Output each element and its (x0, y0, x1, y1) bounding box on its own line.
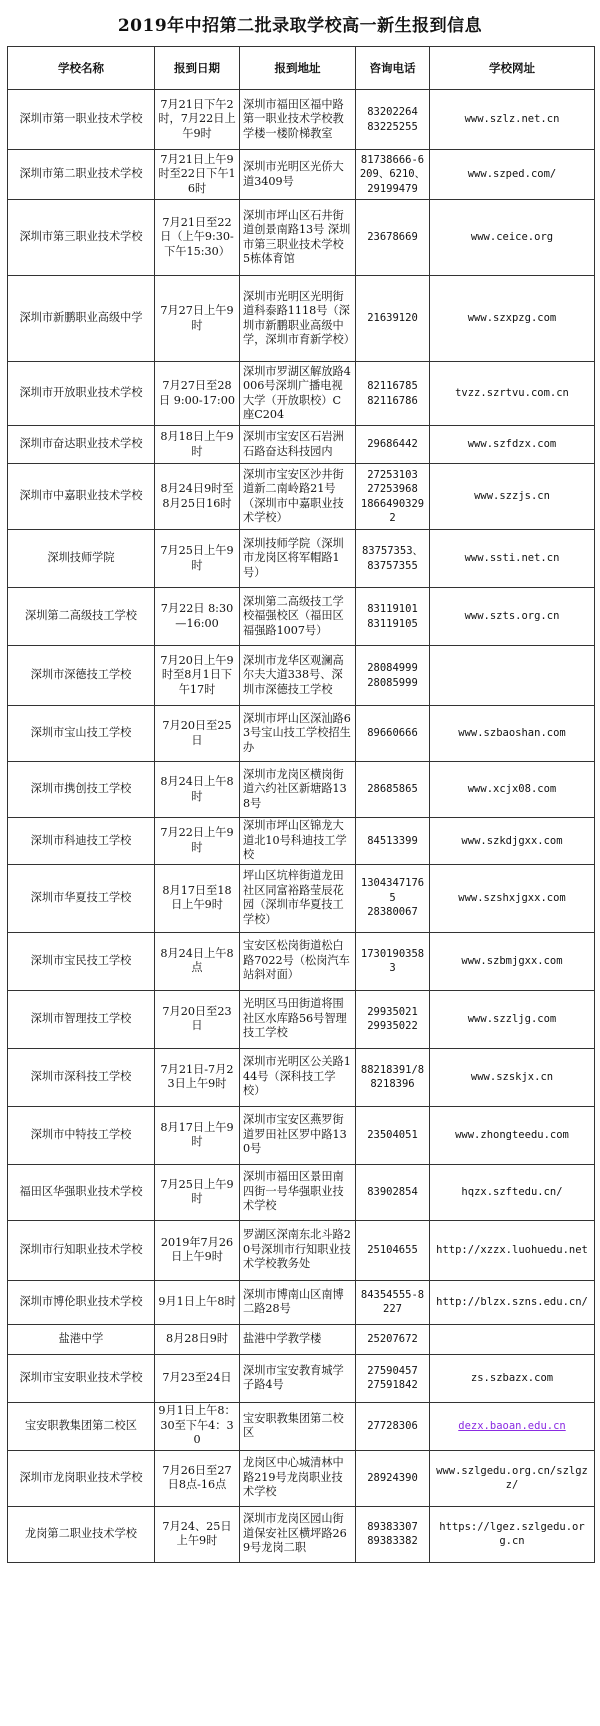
address-cell: 深圳市龙岗区园山街道保安社区横坪路269号龙岗二职 (240, 1506, 356, 1562)
website-cell (430, 646, 595, 706)
address-cell: 深圳市坪山区锦龙大道北10号科迪技工学校 (240, 818, 356, 865)
phone-cell: 83757353、83757355 (356, 530, 430, 588)
school-name-cell: 深圳市开放职业技术学校 (8, 362, 155, 426)
school-name-cell: 深圳第二高级技工学校 (8, 588, 155, 646)
phone-cell: 17301903583 (356, 932, 430, 990)
phone-cell: 13043471765 28380067 (356, 864, 430, 932)
date-cell: 7月22日 8:30—16:00 (155, 588, 240, 646)
table-row (8, 362, 595, 426)
header-address: 报到地址 (240, 47, 356, 90)
website-link[interactable]: dezx.baoan.edu.cn (458, 1419, 566, 1432)
address-cell: 罗湖区深南东北斗路20号深圳市行知职业技术学校教务处 (240, 1220, 356, 1280)
school-name-cell: 深圳市行知职业技术学校 (8, 1220, 155, 1280)
phone-cell: 27590457 27591842 (356, 1354, 430, 1402)
date-cell: 7月25日上午9时 (155, 1164, 240, 1220)
school-name-cell: 深圳市第二职业技术学校 (8, 150, 155, 200)
address-cell: 坪山区坑梓街道龙田社区同富裕路莹辰花园（深圳市华夏技工学校） (240, 864, 356, 932)
table-row (8, 1450, 595, 1506)
table-row (8, 1106, 595, 1164)
table-row (8, 1506, 595, 1562)
phone-cell: 83902854 (356, 1164, 430, 1220)
school-name-cell: 深圳市奋达职业技术学校 (8, 426, 155, 464)
website-cell[interactable]: www.szkdjgxx.com (430, 818, 595, 865)
phone-cell: 28924390 (356, 1450, 430, 1506)
phone-cell: 83202264 83225255 (356, 90, 430, 150)
address-cell: 盐港中学教学楼 (240, 1324, 356, 1354)
website-cell[interactable]: www.ssti.net.cn (430, 530, 595, 588)
address-cell: 深圳市福田区福中路第一职业技术学校教学楼一楼阶梯教室 (240, 90, 356, 150)
address-cell: 宝安职教集团第二校区 (240, 1402, 356, 1450)
phone-cell: 29935021 29935022 (356, 990, 430, 1048)
website-cell[interactable]: www.szlz.net.cn (430, 90, 595, 150)
address-cell: 深圳市坪山区石井街道创景南路13号 深圳市第三职业技术学校 5栋体育馆 (240, 200, 356, 276)
school-name-cell: 深圳市科迪技工学校 (8, 818, 155, 865)
school-name-cell: 宝安职教集团第二校区 (8, 1402, 155, 1450)
website-cell[interactable]: www.szxpzg.com (430, 276, 595, 362)
date-cell: 8月18日上午9时 (155, 426, 240, 464)
school-name-cell: 深圳市新鹏职业高级中学 (8, 276, 155, 362)
header-row (8, 47, 595, 90)
address-cell: 深圳市福田区景田南四街一号华强职业技术学校 (240, 1164, 356, 1220)
address-cell: 深圳市宝安区沙井街道新二南岭路21号（深圳市中嘉职业技术学校） (240, 464, 356, 530)
table-row (8, 932, 595, 990)
school-name-cell: 深圳市第一职业技术学校 (8, 90, 155, 150)
address-cell: 深圳市坪山区深汕路63号宝山技工学校招生办 (240, 706, 356, 762)
date-cell: 7月22日上午9时 (155, 818, 240, 865)
phone-cell: 84513399 (356, 818, 430, 865)
date-cell: 7月25日上午9时 (155, 530, 240, 588)
header-website: 学校网址 (430, 47, 595, 90)
website-cell[interactable]: www.szshxjgxx.com (430, 864, 595, 932)
table-row (8, 1220, 595, 1280)
date-cell: 7月20日至25日 (155, 706, 240, 762)
address-cell: 深圳市罗湖区解放路4006号深圳广播电视大学（开放职校）C座C204 (240, 362, 356, 426)
school-name-cell: 深圳市智理技工学校 (8, 990, 155, 1048)
date-cell: 9月1日上午8：30至下午4：30 (155, 1402, 240, 1450)
date-cell: 7月21日至22日（上午9:30-下午15:30） (155, 200, 240, 276)
date-cell: 7月24、25日上午9时 (155, 1506, 240, 1562)
table-row (8, 1324, 595, 1354)
table-row (8, 646, 595, 706)
date-cell: 8月17日至18日上午9时 (155, 864, 240, 932)
date-cell: 7月21日下午2时，7月22日上午9时 (155, 90, 240, 150)
website-cell[interactable]: http://blzx.szns.edu.cn/ (430, 1280, 595, 1324)
table-row (8, 1280, 595, 1324)
table-row (8, 588, 595, 646)
table-row (8, 1048, 595, 1106)
table-row (8, 1164, 595, 1220)
website-cell[interactable]: www.szskjx.cn (430, 1048, 595, 1106)
address-cell: 深圳市龙华区观澜高尔夫大道338号、深圳市深德技工学校 (240, 646, 356, 706)
page-title: 2019年中招第二批录取学校高一新生报到信息 (117, 16, 483, 36)
phone-cell: 84354555-8227 (356, 1280, 430, 1324)
header-school-name: 学校名称 (8, 47, 155, 90)
header-phone: 咨询电话 (356, 47, 430, 90)
website-cell[interactable]: www.xcjx08.com (430, 762, 595, 818)
date-cell: 7月21日上午9时至22日下午16时 (155, 150, 240, 200)
website-cell (430, 1402, 595, 1450)
website-cell[interactable]: zs.szbazx.com (430, 1354, 595, 1402)
date-cell: 7月27日上午9时 (155, 276, 240, 362)
address-cell: 深圳市龙岗区横岗街道六约社区新塘路138号 (240, 762, 356, 818)
school-name-cell: 深圳市宝安职业技术学校 (8, 1354, 155, 1402)
school-name-cell: 深圳市龙岗职业技术学校 (8, 1450, 155, 1506)
date-cell: 7月20日上午9时至8月1日下午17时 (155, 646, 240, 706)
phone-cell: 82116785 82116786 (356, 362, 430, 426)
website-cell[interactable]: www.szts.org.cn (430, 588, 595, 646)
school-name-cell: 深圳市宝山技工学校 (8, 706, 155, 762)
school-name-cell: 深圳市博伦职业技术学校 (8, 1280, 155, 1324)
date-cell: 7月20日至23日 (155, 990, 240, 1048)
website-cell[interactable]: www.szfdzx.com (430, 426, 595, 464)
table-row (8, 990, 595, 1048)
website-cell[interactable]: www.zhongteedu.com (430, 1106, 595, 1164)
school-name-cell: 深圳市深德技工学校 (8, 646, 155, 706)
table-row (8, 864, 595, 932)
school-name-cell: 盐港中学 (8, 1324, 155, 1354)
table-row (8, 464, 595, 530)
table-row (8, 426, 595, 464)
address-cell: 深圳市博南山区南博二路28号 (240, 1280, 356, 1324)
website-cell[interactable]: www.szlgedu.org.cn/szlgzz/ (430, 1450, 595, 1506)
address-cell: 深圳技师学院（深圳市龙岗区将军帽路1号） (240, 530, 356, 588)
school-name-cell: 深圳市第三职业技术学校 (8, 200, 155, 276)
date-cell: 2019年7月26日上午9时 (155, 1220, 240, 1280)
school-name-cell: 深圳市华夏技工学校 (8, 864, 155, 932)
website-cell[interactable]: www.szped.com/ (430, 150, 595, 200)
school-name-cell: 深圳市携创技工学校 (8, 762, 155, 818)
table-body (8, 90, 595, 1563)
phone-cell: 27253103 27253968 18664903292 (356, 464, 430, 530)
table-row (8, 706, 595, 762)
table-row (8, 90, 595, 150)
address-cell: 龙岗区中心城清林中路219号龙岗职业技术学校 (240, 1450, 356, 1506)
address-cell: 深圳市宝安区燕罗街道罗田社区罗中路130号 (240, 1106, 356, 1164)
table-row (8, 762, 595, 818)
school-name-cell: 深圳市宝民技工学校 (8, 932, 155, 990)
phone-cell: 23678669 (356, 200, 430, 276)
phone-cell: 27728306 (356, 1402, 430, 1450)
school-name-cell: 龙岗第二职业技术学校 (8, 1506, 155, 1562)
address-cell: 宝安区松岗街道松白路7022号（松岗汽车站斜对面） (240, 932, 356, 990)
website-cell[interactable]: www.szbaoshan.com (430, 706, 595, 762)
table-row (8, 200, 595, 276)
website-cell[interactable]: www.szzljg.com (430, 990, 595, 1048)
phone-cell: 29686442 (356, 426, 430, 464)
phone-cell: 89383307 89383382 (356, 1506, 430, 1562)
address-cell: 深圳市宝安教育城学子路4号 (240, 1354, 356, 1402)
address-cell: 深圳市宝安区石岩洲石路奋达科技园内 (240, 426, 356, 464)
date-cell: 8月24日上午8点 (155, 932, 240, 990)
phone-cell: 25207672 (356, 1324, 430, 1354)
phone-cell: 28084999 28085999 (356, 646, 430, 706)
table-row (8, 1402, 595, 1450)
date-cell: 7月27日至28日 9:00-17:00 (155, 362, 240, 426)
date-cell: 7月23至24日 (155, 1354, 240, 1402)
date-cell: 8月17日上午9时 (155, 1106, 240, 1164)
phone-cell: 83119101 83119105 (356, 588, 430, 646)
school-name-cell: 深圳市中特技工学校 (8, 1106, 155, 1164)
website-cell[interactable]: tvzz.szrtvu.com.cn (430, 362, 595, 426)
address-cell: 深圳第二高级技工学校福强校区（福田区福强路1007号） (240, 588, 356, 646)
table-row (8, 150, 595, 200)
school-name-cell: 深圳技师学院 (8, 530, 155, 588)
table-row (8, 530, 595, 588)
registration-table (7, 46, 595, 1563)
phone-cell: 88218391/88218396 (356, 1048, 430, 1106)
website-cell[interactable]: www.szzjs.cn (430, 464, 595, 530)
table-row (8, 1354, 595, 1402)
date-cell: 7月26日至27日8点-16点 (155, 1450, 240, 1506)
phone-cell: 28685865 (356, 762, 430, 818)
date-cell: 9月1日上午8时 (155, 1280, 240, 1324)
phone-cell: 89660666 (356, 706, 430, 762)
school-name-cell: 深圳市中嘉职业技术学校 (8, 464, 155, 530)
website-cell[interactable]: hqzx.szftedu.cn/ (430, 1164, 595, 1220)
website-cell (430, 1324, 595, 1354)
date-cell: 8月24日上午8时 (155, 762, 240, 818)
address-cell: 深圳市光明区光明街道科泰路1118号（深圳市新鹏职业高级中学，深圳市育新学校） (240, 276, 356, 362)
website-cell[interactable]: http://xzzx.luohuedu.net (430, 1220, 595, 1280)
date-cell: 7月21日-7月23日上午9时 (155, 1048, 240, 1106)
website-cell[interactable]: www.ceice.org (430, 200, 595, 276)
school-name-cell: 福田区华强职业技术学校 (8, 1164, 155, 1220)
school-name-cell: 深圳市深科技工学校 (8, 1048, 155, 1106)
address-cell: 深圳市光明区光侨大道3409号 (240, 150, 356, 200)
date-cell: 8月28日9时 (155, 1324, 240, 1354)
address-cell: 深圳市光明区公关路144号（深科技工学校） (240, 1048, 356, 1106)
table-row (8, 818, 595, 865)
phone-cell: 81738666-6209、6210、29199479 (356, 150, 430, 200)
header-date: 报到日期 (155, 47, 240, 90)
table-row (8, 276, 595, 362)
phone-cell: 21639120 (356, 276, 430, 362)
phone-cell: 23504051 (356, 1106, 430, 1164)
address-cell: 光明区马田街道将围社区水库路56号智理技工学校 (240, 990, 356, 1048)
website-cell[interactable]: www.szbmjgxx.com (430, 932, 595, 990)
phone-cell: 25104655 (356, 1220, 430, 1280)
website-cell[interactable]: https://lgez.szlgedu.org.cn (430, 1506, 595, 1562)
date-cell: 8月24日9时至8月25日16时 (155, 464, 240, 530)
